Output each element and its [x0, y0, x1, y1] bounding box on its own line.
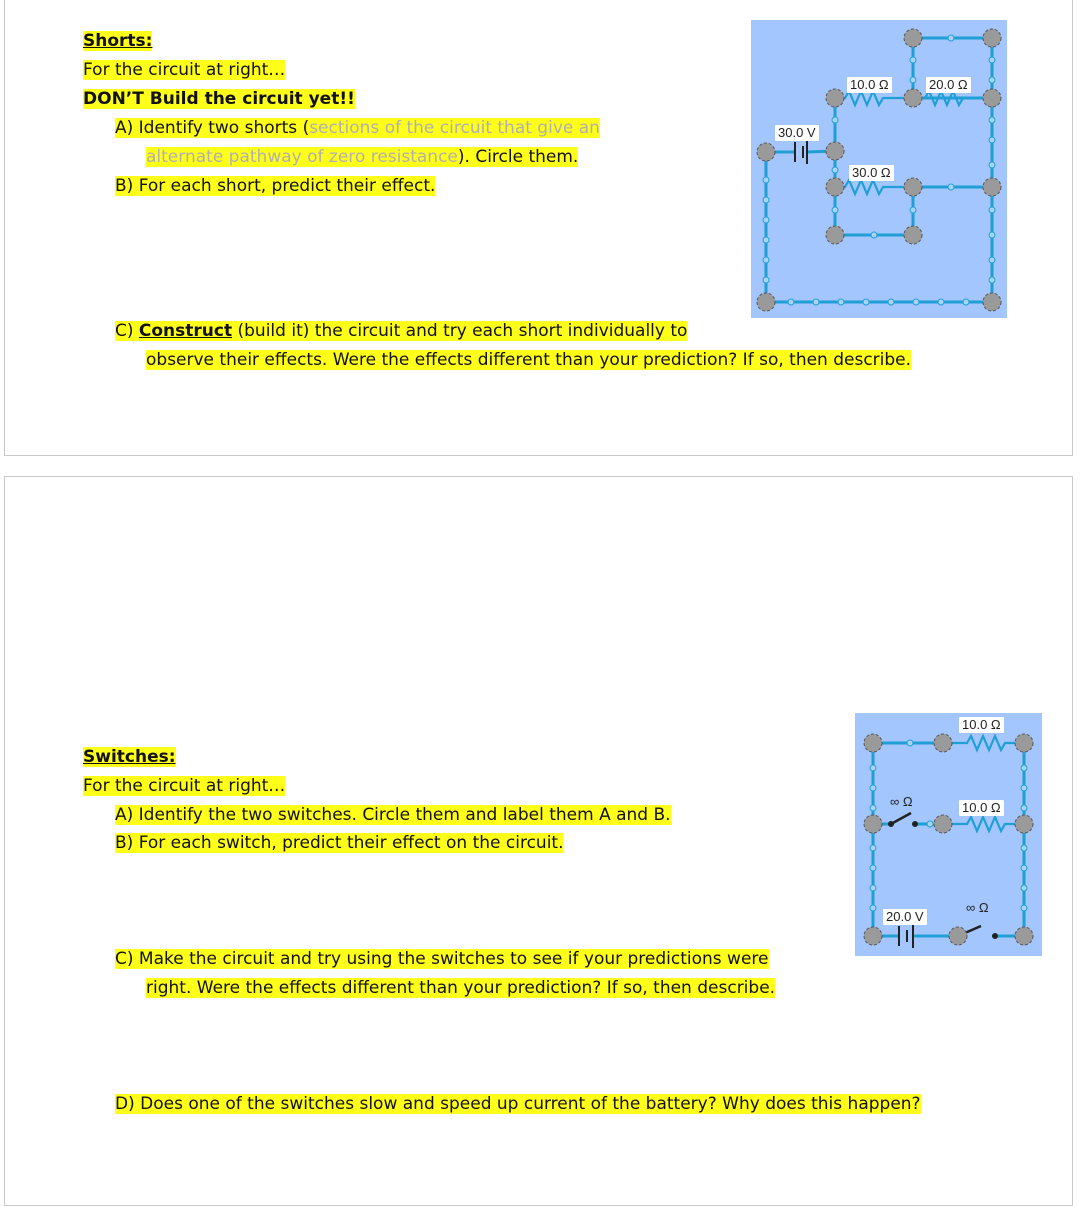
shorts-question-b: B) For each short, predict their effect. — [115, 176, 436, 196]
shorts-title: Shorts: — [83, 31, 153, 51]
circuit1-resistor-top-right-label: 20.0 Ω — [926, 77, 971, 93]
shorts-heading — [83, 30, 152, 52]
shorts-question-b-line — [115, 175, 435, 197]
circuit2-resistors — [943, 736, 1024, 831]
shorts-question-a-line2 — [146, 146, 578, 168]
circuit1-battery-label: 30.0 V — [775, 125, 819, 141]
circuit1-battery — [766, 140, 835, 164]
circuit2-wires — [873, 743, 1024, 936]
switches-intro: For the circuit at right… — [83, 776, 286, 796]
switches-question-c-line2 — [146, 977, 775, 999]
switches-question-d-line — [115, 1093, 921, 1115]
shorts-circuit-diagram — [751, 20, 1007, 318]
switches-c-1: C) Make the circuit and try using the switches to see if your predictions were — [115, 949, 769, 969]
shorts-warning-line — [83, 88, 355, 110]
shorts-a-prefix: A) Identify two shorts ( — [115, 118, 310, 138]
shorts-question-c-line1 — [115, 320, 687, 342]
circuit1-resistor-middle-label: 30.0 Ω — [849, 165, 894, 181]
circuit2-resistor-middle-label: 10.0 Ω — [959, 800, 1004, 816]
shorts-intro: For the circuit at right… — [83, 60, 286, 80]
switches-question-a: A) Identify the two switches. Circle them and label them A and B. — [115, 805, 671, 825]
switches-title: Switches: — [83, 747, 176, 767]
circuit2-switch-upper-label: ∞ Ω — [890, 794, 913, 809]
switches-circuit-diagram — [855, 713, 1042, 956]
shorts-question-a-line1 — [115, 117, 600, 139]
switches-question-b-line — [115, 832, 563, 854]
circuit2-battery-label: 20.0 V — [883, 909, 927, 925]
switches-intro-line — [83, 775, 285, 797]
shorts-question-c-line2 — [146, 349, 911, 371]
shorts-c-rest-2: observe their effects. Were the effects different than your prediction? If so, then describe. — [146, 350, 912, 370]
shorts-a-gray-2: alternate pathway of zero resistance — [146, 147, 458, 167]
switches-question-d: D) Does one of the switches slow and speed up current of the battery? Why does this happen? — [115, 1094, 921, 1114]
shorts-warning: DON’T Build the circuit yet!! — [83, 89, 355, 109]
shorts-a-gray-1: sections of the circuit that give an — [309, 118, 600, 138]
switches-heading — [83, 746, 176, 768]
switches-c-2: right. Were the effects different than your prediction? If so, then describe. — [146, 978, 776, 998]
shorts-c-prefix: C) — [115, 321, 139, 341]
shorts-c-construct: Construct — [138, 321, 233, 341]
shorts-c-rest-1: (build it) the circuit and try each short individually to — [232, 321, 688, 341]
circuit2-resistor-top-label: 10.0 Ω — [959, 717, 1004, 733]
switches-question-c-line1 — [115, 948, 769, 970]
shorts-a-suffix: ). Circle them. — [457, 147, 579, 167]
circuit1-resistor-top-left-label: 10.0 Ω — [847, 77, 892, 93]
shorts-intro-line — [83, 59, 285, 81]
circuit2-switch-lower-label: ∞ Ω — [966, 900, 989, 915]
switches-question-a-line — [115, 804, 671, 826]
switches-question-b: B) For each switch, predict their effect on the circuit. — [115, 833, 564, 853]
circuit2-battery — [899, 924, 913, 948]
